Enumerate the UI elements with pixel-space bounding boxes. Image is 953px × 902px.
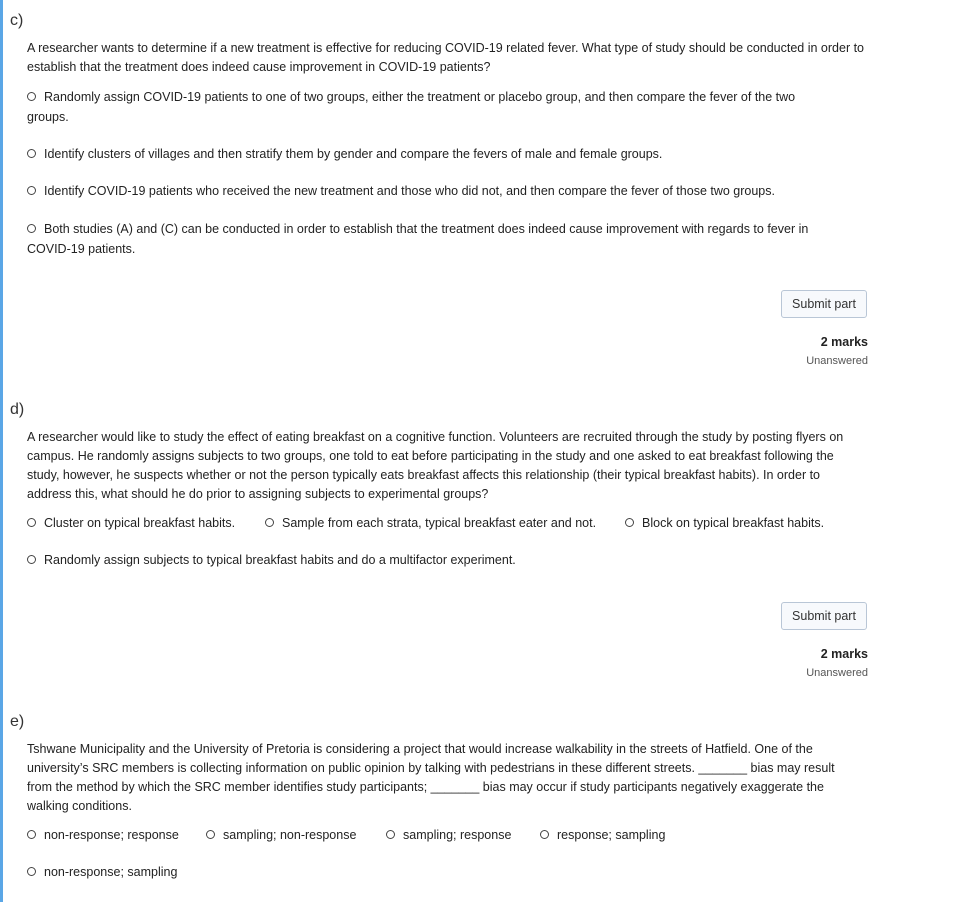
radio-button-icon[interactable] — [27, 224, 36, 233]
radio-button-icon[interactable] — [625, 518, 634, 527]
radio-button-icon[interactable] — [27, 149, 36, 158]
part-d-option-1[interactable] — [27, 513, 235, 533]
part-d-option-2[interactable] — [265, 513, 596, 533]
part-d-label: d) — [10, 401, 25, 418]
part-e-option-4[interactable] — [540, 825, 665, 845]
part-c-marks: 2 marks — [820, 335, 868, 349]
part-e-option-1-label: non-response; response — [44, 828, 179, 842]
radio-button-icon[interactable] — [265, 518, 274, 527]
part-e-label: e) — [10, 713, 25, 730]
part-e-question: Tshwane Municipality and the University of Pretoria is considering a project that would increase walkability in the streets of Hatfield. One of the university’s SRC members is collecting information on public opinion by talking with pedestrians in these different streets. _______ bias may result from the method by which the SRC member identifies study participants; _______ bias may occur if study participants negatively exaggerate the walking conditions. — [27, 742, 835, 813]
part-d-question: A researcher would like to study the effect of eating breakfast on a cognitive function. Volunteers are recruited through the study by posting flyers on campus. He randomly assigns subjects to two groups, one told to eat before participating in the study and one asked to eat breakfast following the study, however, he suspects whether or not the person typically eats breakfast affects this relationship (their typical breakfast habits). In order to address this, what should he do prior to assigning subjects to experimental groups? — [27, 430, 844, 501]
part-c-option-1-label: Randomly assign COVID-19 patients to one of two groups, either the treatment or placebo group, and then compare the fever of the two groups. — [27, 90, 796, 124]
part-e-option-5-label: non-response; sampling — [44, 865, 178, 879]
radio-button-icon[interactable] — [27, 555, 36, 564]
radio-button-icon[interactable] — [27, 518, 36, 527]
part-e-option-5[interactable] — [27, 862, 177, 882]
part-d-option-4-label: Randomly assign subjects to typical breakfast habits and do a multifactor experiment. — [44, 553, 516, 567]
part-d-option-3-label: Block on typical breakfast habits. — [642, 516, 825, 530]
part-d-option-3[interactable] — [625, 513, 824, 533]
part-c-option-3[interactable] — [27, 181, 872, 201]
part-c-option-2[interactable] — [27, 144, 872, 164]
part-e-option-2[interactable] — [206, 825, 356, 845]
part-d-submit-button[interactable]: Submit part — [781, 602, 867, 630]
radio-button-icon[interactable] — [27, 867, 36, 876]
part-d-marks: 2 marks — [820, 647, 868, 661]
left-accent-bar — [0, 0, 3, 902]
part-e-option-3-label: sampling; response — [403, 828, 512, 842]
part-c-option-1[interactable] — [27, 87, 827, 127]
part-e-option-3[interactable] — [386, 825, 511, 845]
part-c-submit-button[interactable]: Submit part — [781, 290, 867, 318]
part-e-option-4-label: response; sampling — [557, 828, 666, 842]
part-e-option-1[interactable] — [27, 825, 179, 845]
part-d-option-1-label: Cluster on typical breakfast habits. — [44, 516, 236, 530]
radio-button-icon[interactable] — [27, 92, 36, 101]
part-c-option-3-label: Identify COVID-19 patients who received the new treatment and those who did not, and then compare the fever of those two groups. — [44, 184, 775, 198]
radio-button-icon[interactable] — [27, 830, 36, 839]
part-c-label: c) — [10, 12, 24, 29]
part-c-option-2-label: Identify clusters of villages and then stratify them by gender and compare the fevers of male and female groups. — [44, 147, 663, 161]
part-d-option-4[interactable] — [27, 550, 516, 570]
radio-button-icon[interactable] — [27, 186, 36, 195]
part-c-option-4[interactable] — [27, 219, 847, 259]
part-c-option-4-label: Both studies (A) and (C) can be conducted in order to establish that the treatment does indeed cause improvement with regards to fever in COVID-19 patients. — [27, 222, 809, 256]
radio-button-icon[interactable] — [386, 830, 395, 839]
radio-button-icon[interactable] — [206, 830, 215, 839]
part-c-status: Unanswered — [806, 355, 868, 367]
part-d-status: Unanswered — [806, 667, 868, 679]
part-c-question: A researcher wants to determine if a new treatment is effective for reducing COVID-19 related fever. What type of study should be conducted in order to establish that the treatment does indeed cause improvement in COVID-19 patients? — [27, 41, 865, 74]
part-d-option-2-label: Sample from each strata, typical breakfast eater and not. — [282, 516, 597, 530]
part-e-option-2-label: sampling; non-response — [223, 828, 357, 842]
radio-button-icon[interactable] — [540, 830, 549, 839]
